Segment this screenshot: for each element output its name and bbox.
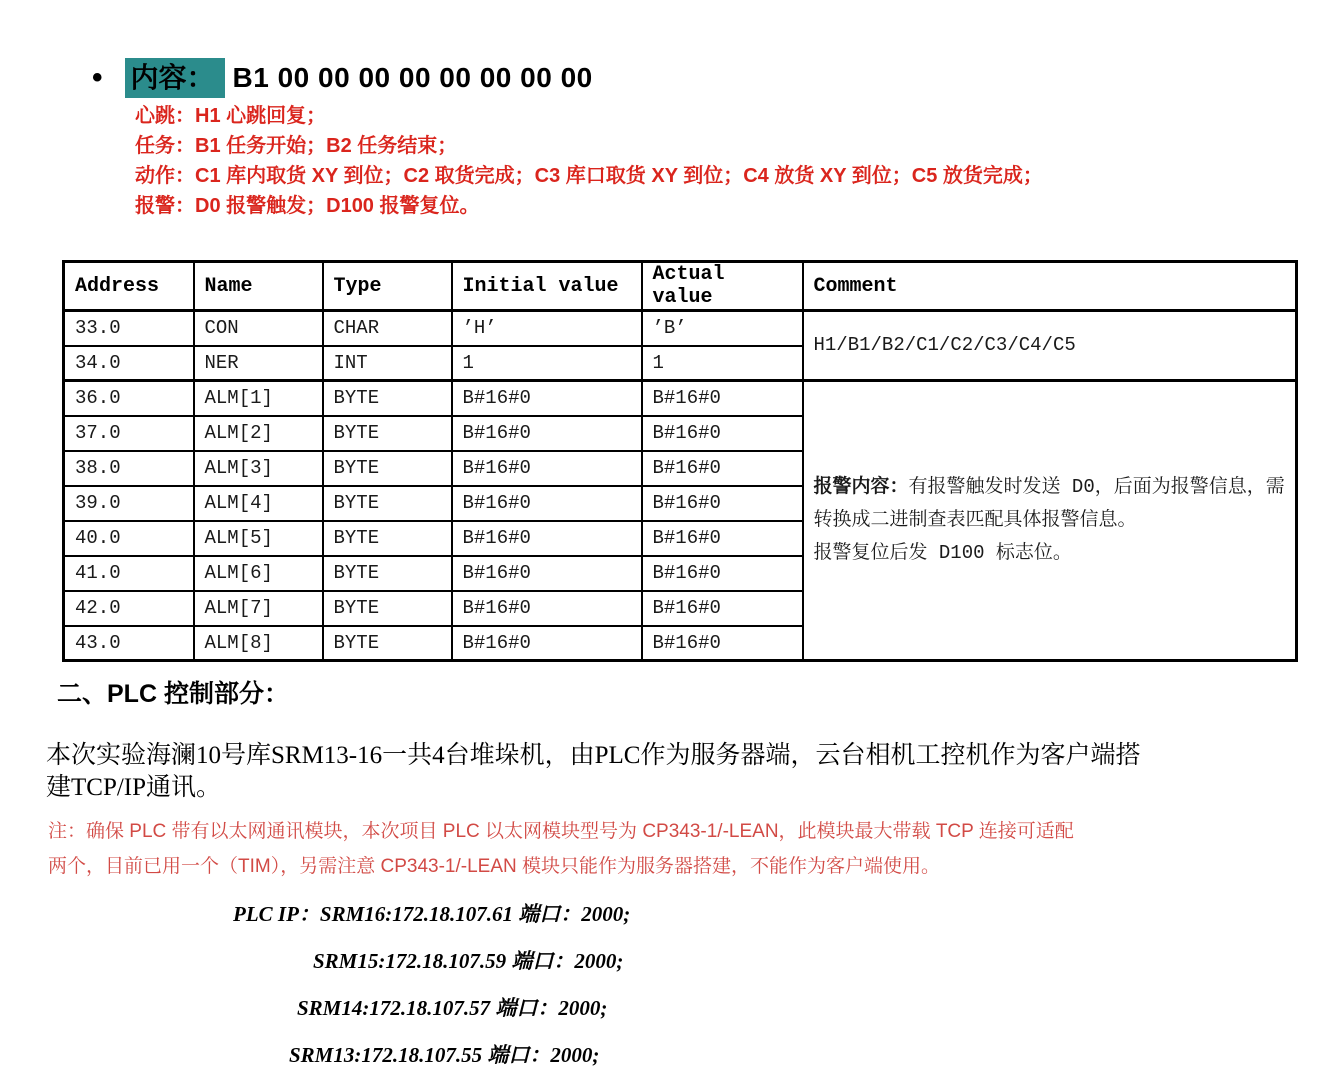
body-paragraph [46,740,1316,804]
cell-address: 37.0 [64,416,194,451]
note-line: 注：确保 PLC 带有以太网通讯模块，本次项目 PLC 以太网模块型号为 CP343-1/-LEAN，此模块最大带载 TCP 连接可适配 [48,821,1074,842]
plc-ip-line-srm16: PLC IP：SRM16:172.18.107.61 端口：2000; [233,902,631,926]
cell-initial: 1 [452,346,642,381]
cell-comment-signals: H1/B1/B2/C1/C2/C3/C4/C5 [803,311,1297,381]
content-bullet-row [92,56,593,100]
task-line: 任务：B1 任务开始；B2 任务结束； [135,135,458,157]
cell-actual: B#16#0 [642,591,803,626]
cell-address: 39.0 [64,486,194,521]
cell-actual: B#16#0 [642,626,803,661]
note-block [48,814,1328,884]
cell-type: BYTE [323,556,452,591]
cell-actual: B#16#0 [642,416,803,451]
cell-actual: B#16#0 [642,521,803,556]
alarm-line: 报警：D0 报警触发；D100 报警复位。 [135,195,480,217]
plc-ip-line-srm15: SRM15:172.18.107.59 端口：2000; [313,949,624,973]
cell-type: BYTE [323,486,452,521]
cell-name: ALM[4] [194,486,323,521]
cell-name: NER [194,346,323,381]
alarm-comment-label: 报警内容： [813,476,909,498]
content-message-bytes: B1 00 00 00 00 00 00 00 00 [232,62,593,93]
cell-actual: ’B’ [642,311,803,346]
plc-ip-line-srm14: SRM14:172.18.107.57 端口：2000; [297,996,608,1020]
col-header-type: Type [323,262,452,311]
cell-name: ALM[2] [194,416,323,451]
cell-address: 34.0 [64,346,194,381]
cell-name: ALM[5] [194,521,323,556]
cell-type: BYTE [323,521,452,556]
plc-ip-line-srm13: SRM13:172.18.107.55 端口：2000; [289,1043,600,1067]
cell-initial: ’H’ [452,311,642,346]
col-header-initial-value: Initial value [452,262,642,311]
content-highlight-label: 内容： [125,58,225,98]
cell-type: INT [323,346,452,381]
cell-type: BYTE [323,591,452,626]
cell-actual: B#16#0 [642,381,803,416]
table-row [64,311,1297,346]
cell-name: ALM[7] [194,591,323,626]
cell-initial: B#16#0 [452,381,642,416]
cell-type: CHAR [323,311,452,346]
col-header-comment: Comment [803,262,1297,311]
cell-initial: B#16#0 [452,556,642,591]
cell-actual: 1 [642,346,803,381]
cell-address: 36.0 [64,381,194,416]
cell-type: BYTE [323,626,452,661]
cell-address: 41.0 [64,556,194,591]
table-row [64,381,1297,416]
cell-address: 43.0 [64,626,194,661]
table-header-row [64,262,1297,311]
col-header-actual-value: Actual value [642,262,803,311]
protocol-red-lines [135,101,1043,221]
cell-type: BYTE [323,451,452,486]
cell-address: 38.0 [64,451,194,486]
plc-variable-table [62,260,1298,662]
cell-name: ALM[8] [194,626,323,661]
cell-address: 40.0 [64,521,194,556]
section-heading: 二、PLC 控制部分： [57,680,289,708]
cell-name: ALM[1] [194,381,323,416]
cell-initial: B#16#0 [452,626,642,661]
cell-actual: B#16#0 [642,451,803,486]
cell-initial: B#16#0 [452,521,642,556]
cell-initial: B#16#0 [452,451,642,486]
alarm-comment-text2: 报警复位后发 D100 标志位。 [813,542,1072,564]
paragraph-line: 本次实验海澜10号库SRM13-16一共4台堆垛机，由PLC作为服务器端，云台相机工控机作为客户端搭 [46,742,1141,769]
alarm-comment-text: 有报警触发时发送 D0，后面为报警信息，需转换成二进制查表匹配具体报警信息。 [813,476,1285,531]
heartbeat-line: 心跳：H1 心跳回复； [135,105,327,127]
note-line: 两个，目前已用一个（TIM），另需注意 CP343-1/-LEAN 模块只能作为服务器搭建，不能作为客户端使用。 [48,856,941,877]
cell-type: BYTE [323,416,452,451]
cell-address: 33.0 [64,311,194,346]
col-header-address: Address [64,262,194,311]
cell-initial: B#16#0 [452,591,642,626]
col-header-name: Name [194,262,323,311]
cell-name: CON [194,311,323,346]
bullet-icon: • [92,61,103,94]
cell-comment-alarm [803,381,1297,661]
cell-initial: B#16#0 [452,486,642,521]
cell-actual: B#16#0 [642,486,803,521]
paragraph-line: 建TCP/IP通讯。 [46,774,222,801]
cell-actual: B#16#0 [642,556,803,591]
cell-name: ALM[3] [194,451,323,486]
plc-ip-block [0,901,1344,1089]
cell-address: 42.0 [64,591,194,626]
cell-initial: B#16#0 [452,416,642,451]
action-line: 动作：C1 库内取货 XY 到位；C2 取货完成；C3 库口取货 XY 到位；C4 放货 XY 到位；C5 放货完成； [135,165,1043,187]
cell-name: ALM[6] [194,556,323,591]
cell-type: BYTE [323,381,452,416]
